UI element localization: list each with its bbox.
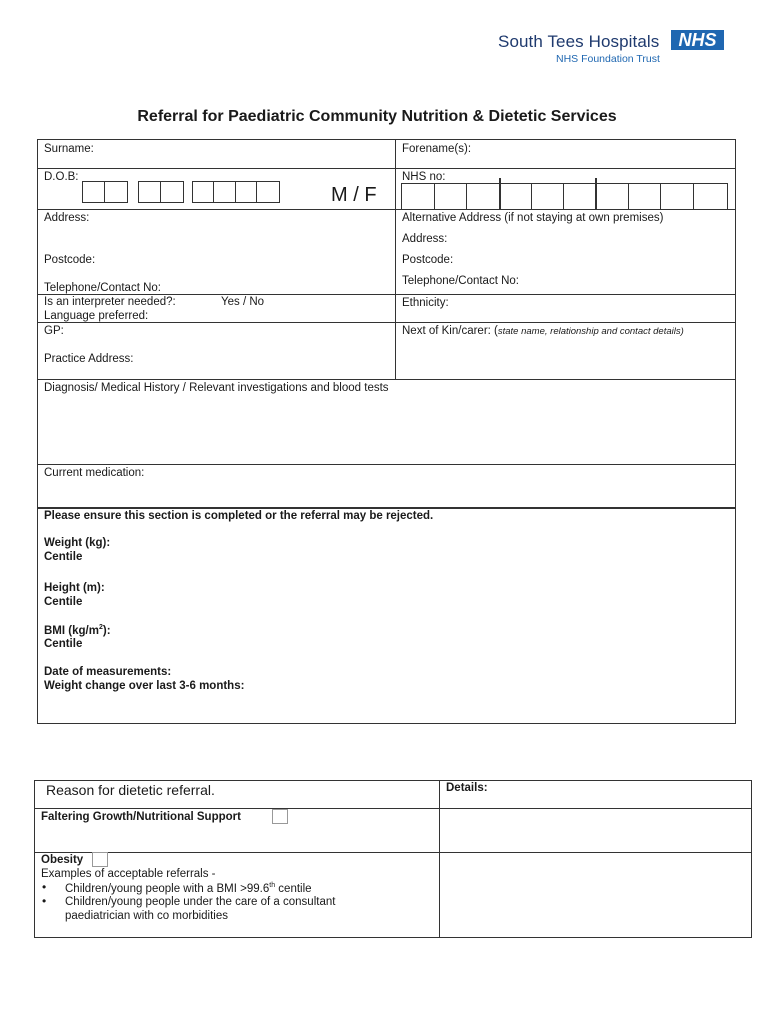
bmi-centile-label: Centile [44,638,83,650]
bmi-superscript: 2 [98,624,103,631]
surname-label: Surname: [44,143,94,155]
gp-label: GP: [44,325,64,337]
bullet-bmi-superscript: th [269,882,276,889]
examples-label: Examples of acceptable referrals - [41,868,216,880]
org-subtitle: NHS Foundation Trust [556,53,660,65]
weight-centile-label: Centile [44,551,83,563]
alt-address-label: Address: [402,233,448,245]
bmi-suffix: ): [102,624,111,637]
digit-divider [235,181,236,203]
obesity-checkbox[interactable] [92,852,108,867]
sex-selector[interactable]: M / F [331,184,377,206]
forenames-label: Forename(s): [402,143,472,155]
bullet-icon: • [42,880,47,894]
bullet-bmi [65,882,312,895]
height-centile-label: Centile [44,596,83,608]
address-label: Address: [44,212,90,224]
dob-year-boxes[interactable] [192,181,280,203]
bullet-bmi-text: Children/young people with a BMI >99.6 [65,882,270,895]
diagnosis-label: Diagnosis/ Medical History / Relevant investigations and blood tests [44,382,389,394]
bullet-consultant-line2: paediatrician with co morbidities [65,910,228,922]
bullet-consultant-line1: Children/young people under the care of a consultant [65,896,336,908]
row-divider [38,322,735,323]
height-label: Height (m): [44,582,105,594]
bullet-icon: • [42,894,47,908]
digit-divider [104,181,105,203]
interpreter-label: Is an interpreter needed?: [44,296,176,308]
reason-row-divider [35,852,751,853]
dob-month-boxes[interactable] [138,181,184,203]
digit-divider [563,184,564,209]
nhs-number-boxes[interactable] [401,183,728,210]
weight-change-label: Weight change over last 3-6 months: [44,680,245,692]
bullet-bmi-suffix: centile [275,882,312,895]
reason-row-divider [35,808,751,809]
faltering-growth-label: Faltering Growth/Nutritional Support [41,811,241,823]
medication-label: Current medication: [44,467,145,479]
form-title: Referral for Paediatric Community Nutrition & Dietetic Services [137,108,617,125]
row-divider [38,168,735,169]
digit-divider [531,184,532,209]
next-of-kin-note: state name, relationship and contact details) [497,326,684,337]
digit-group-divider [595,178,597,210]
bmi-prefix: BMI (kg/m [44,624,99,637]
digit-divider [466,184,467,209]
faltering-growth-checkbox[interactable] [272,809,288,824]
postcode-label: Postcode: [44,254,96,266]
ethnicity-label: Ethnicity: [402,297,449,309]
reason-heading-text: Reason for dietetic referral [46,782,211,798]
measurements-warning: Please ensure this section is completed or the referral may be rejected. [44,510,434,522]
language-label: Language preferred: [44,310,149,322]
alt-telephone-label: Telephone/Contact No: [402,275,519,287]
obesity-label: Obesity [41,854,84,866]
digit-divider [213,181,214,203]
digit-divider [628,184,629,209]
next-of-kin-text: Next of Kin/carer: ( [402,325,498,337]
row-divider [38,379,735,380]
org-name: South Tees Hospitals [498,32,660,51]
weight-label: Weight (kg): [44,537,111,549]
alt-address-heading: Alternative Address (if not staying at own premises) [402,212,664,224]
alt-postcode-label: Postcode: [402,254,454,266]
interpreter-options[interactable]: Yes / No [221,296,265,308]
dob-label: D.O.B: [44,171,79,183]
next-of-kin-label [402,325,684,337]
telephone-label: Telephone/Contact No: [44,282,161,294]
reason-heading-dot: . [210,782,215,798]
practice-address-label: Practice Address: [44,353,134,365]
date-label: Date of measurements: [44,666,172,678]
digit-group-divider [499,178,501,210]
digit-divider [434,184,435,209]
digit-divider [160,181,161,203]
row-divider [38,464,735,465]
column-divider [395,140,396,380]
dob-day-boxes[interactable] [82,181,128,203]
row-divider [38,294,735,295]
digit-divider [256,181,257,203]
reason-column-divider [439,780,440,937]
nhs-no-label: NHS no: [402,171,446,183]
digit-divider [693,184,694,209]
nhs-logo: NHS [671,30,724,50]
digit-divider [660,184,661,209]
bmi-label [44,624,111,637]
details-label: Details: [446,782,488,794]
reason-heading [46,782,215,798]
